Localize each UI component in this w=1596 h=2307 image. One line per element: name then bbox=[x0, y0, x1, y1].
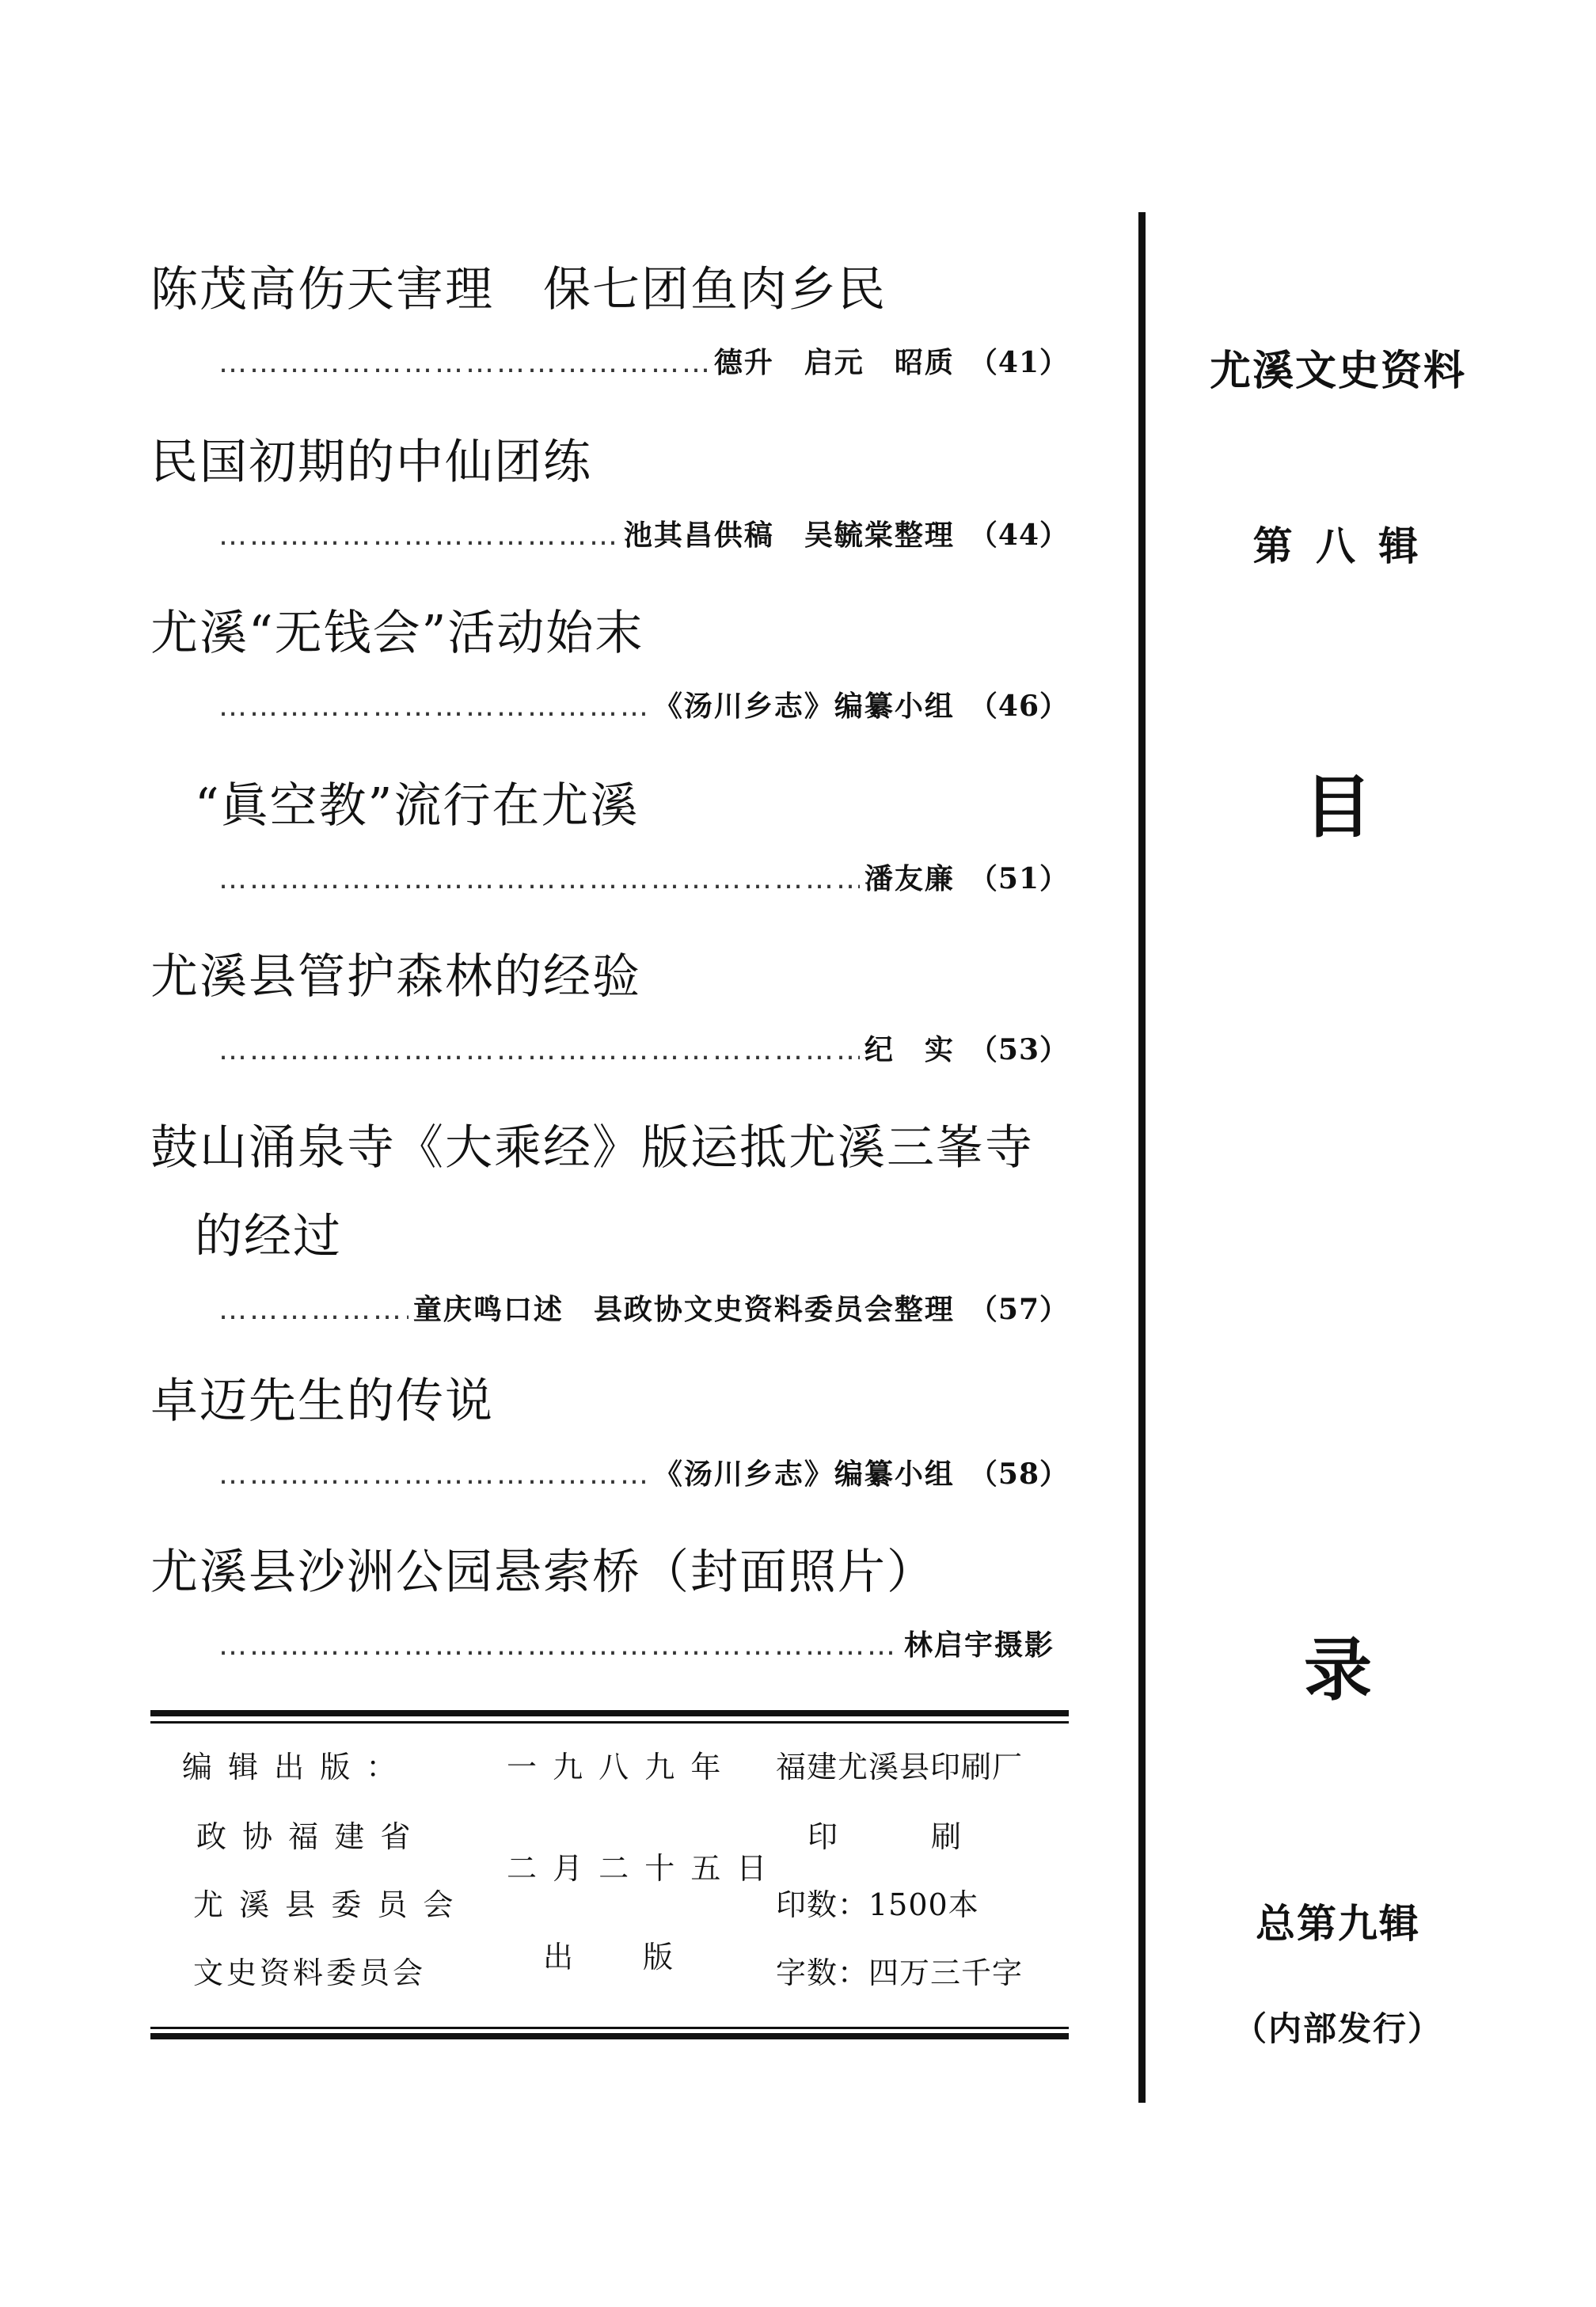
leader-dots bbox=[218, 1458, 649, 1491]
double-rule-top-thin bbox=[150, 1721, 1069, 1724]
toc-entry bbox=[150, 1373, 1069, 1492]
printer-column bbox=[776, 1748, 1023, 1992]
printer-name: 福建尤溪县印刷厂 bbox=[776, 1750, 1024, 1784]
publisher-column bbox=[182, 1748, 456, 1992]
print-run: 印数：1500本 bbox=[776, 1887, 979, 1922]
toc-author: 童庆鸣口述 县政协文史资料委员会整理 bbox=[412, 1294, 955, 1326]
toc-author: 德升 启元 昭质 bbox=[713, 347, 955, 379]
toc-attribution bbox=[218, 684, 1069, 724]
leader-dots bbox=[218, 863, 860, 895]
double-rule-bottom-thin bbox=[150, 2027, 1069, 2029]
toc-title: 民国初期的中仙团练 bbox=[150, 435, 592, 490]
leader-dots bbox=[218, 519, 619, 552]
series-title: 尤溪文史资料 bbox=[1209, 348, 1466, 395]
editor-label: 编 辑 出 版 ： bbox=[182, 1750, 400, 1784]
publication-date: 二 月 二 十 五 日 bbox=[507, 1851, 770, 1886]
toc-attribution bbox=[218, 1287, 1069, 1328]
toc-title: 鼓山涌泉寺《大乘经》版运抵尤溪三峯寺 bbox=[150, 1120, 1034, 1176]
toc-page-number: （44） bbox=[968, 519, 1069, 552]
toc-attribution bbox=[218, 513, 1069, 553]
toc-attribution bbox=[218, 340, 1069, 381]
toc-entry bbox=[150, 1119, 1069, 1328]
toc-page-number: （53） bbox=[968, 1033, 1069, 1066]
toc-page-number: （41） bbox=[968, 346, 1069, 379]
leader-dots bbox=[218, 1294, 408, 1326]
publication-label: 出 版 bbox=[543, 1940, 677, 1974]
leader-dots bbox=[218, 1034, 860, 1066]
total-issue: 总第九辑 bbox=[1256, 1901, 1420, 1947]
toc-page-number: （57） bbox=[968, 1293, 1069, 1326]
toc-attribution bbox=[218, 857, 1069, 897]
toc-author: 池其昌供稿 吴毓棠整理 bbox=[623, 519, 955, 552]
toc-entry bbox=[150, 1544, 1069, 1663]
toc-page-number: （46） bbox=[968, 690, 1069, 723]
toc-author: 《汤川乡志》编纂小组 bbox=[653, 1458, 955, 1491]
toc-title: 尤溪县管护森林的经验 bbox=[150, 949, 641, 1005]
toc-entry bbox=[150, 605, 1069, 724]
publisher-line: 政 协 福 建 省 bbox=[196, 1819, 414, 1854]
toc-title-continued: 的经过 bbox=[195, 1209, 342, 1264]
toc-author: 潘友廉 bbox=[864, 863, 955, 895]
publisher-line: 尤 溪 县 委 员 会 bbox=[193, 1887, 457, 1922]
leader-dots bbox=[218, 347, 709, 379]
toc-page-number: （51） bbox=[968, 862, 1069, 895]
date-column bbox=[507, 1748, 770, 1976]
toc-title: 卓迈先生的传说 bbox=[150, 1374, 494, 1429]
toc-entry bbox=[150, 948, 1069, 1068]
issue-number: 第 八 辑 bbox=[1252, 523, 1423, 569]
vertical-divider bbox=[1138, 212, 1146, 2103]
distribution-note: （内部发行） bbox=[1233, 2009, 1442, 2048]
publication-year: 一 九 八 九 年 bbox=[507, 1750, 724, 1784]
toc-author: 《汤川乡志》编纂小组 bbox=[653, 690, 955, 723]
toc-attribution bbox=[218, 1028, 1069, 1068]
word-count: 字数：四万三千字 bbox=[776, 1955, 1024, 1990]
leader-dots bbox=[218, 1629, 899, 1662]
toc-attribution bbox=[218, 1452, 1069, 1492]
toc-entry bbox=[150, 434, 1069, 553]
toc-title: “眞空教”流行在尤溪 bbox=[195, 778, 640, 834]
heading-lu: 录 bbox=[1304, 1631, 1372, 1710]
toc-title: 尤溪县沙洲公园悬索桥（封面照片） bbox=[150, 1545, 936, 1600]
leader-dots bbox=[218, 690, 649, 723]
publisher-line: 文史资料委员会 bbox=[193, 1955, 427, 1990]
toc-author: 林启宇摄影 bbox=[903, 1629, 1054, 1662]
toc-entry bbox=[150, 261, 1069, 381]
toc-title: 尤溪“无钱会”活动始末 bbox=[150, 606, 644, 661]
toc-author: 纪 实 bbox=[864, 1034, 955, 1066]
heading-mu: 目 bbox=[1304, 768, 1372, 847]
toc-title: 陈茂高伤天害理 保七团鱼肉乡民 bbox=[150, 262, 887, 317]
double-rule-top bbox=[150, 1710, 1069, 1716]
double-rule-bottom bbox=[150, 2033, 1069, 2039]
toc-page-number: （58） bbox=[968, 1458, 1069, 1491]
toc-entry bbox=[150, 777, 1069, 897]
toc-attribution bbox=[218, 1623, 1069, 1663]
printer-label: 印 刷 bbox=[808, 1819, 963, 1854]
